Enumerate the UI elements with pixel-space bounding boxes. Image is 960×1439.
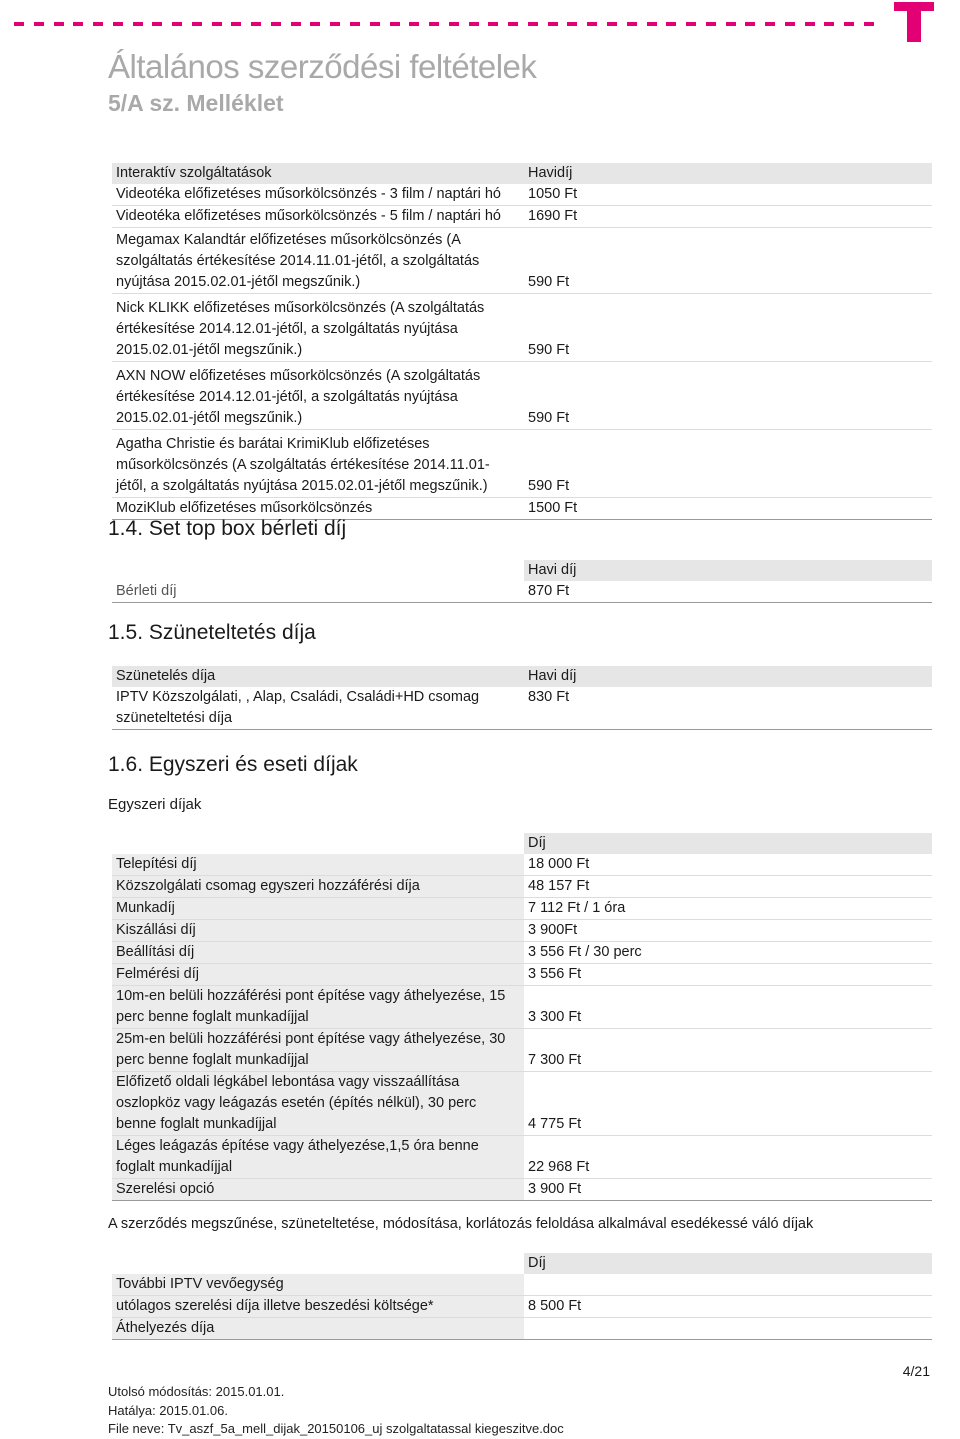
header-cell: Díj — [524, 833, 932, 854]
service-name: Megamax Kalandtár előfizetéses műsorkölcsönzés (A szolgáltatás értékesítése 2014.11.01-jétől, a szolgáltatás nyújtása 2015.02.01-jétől megszűnik.) — [112, 228, 524, 294]
table-row — [112, 362, 932, 430]
fee-name: Kiszállási díj — [112, 920, 524, 942]
table-row — [112, 581, 932, 603]
table-row — [112, 854, 932, 876]
table-row — [112, 1296, 932, 1318]
service-price: 590 Ft — [524, 430, 932, 498]
table-header-row — [112, 1253, 932, 1274]
table-row — [112, 986, 932, 1029]
header-cell: Díj — [524, 1253, 932, 1274]
header-cell: Interaktív szolgáltatások — [112, 163, 524, 184]
service-name: Videotéka előfizetéses műsorkölcsönzés - 3 film / naptári hó — [112, 184, 524, 206]
section-heading-stb: 1.4. Set top box bérleti díj — [108, 517, 347, 540]
service-price: 590 Ft — [524, 228, 932, 294]
fee-name: Munkadíj — [112, 898, 524, 920]
section-heading-onetime: 1.6. Egyszeri és eseti díjak — [108, 753, 358, 776]
page-title: Általános szerződési feltételek — [108, 48, 537, 85]
onetime-fees-table — [112, 833, 932, 1201]
header-cell: Szünetelés díja — [112, 666, 524, 687]
fee-price: 7 300 Ft — [524, 1029, 932, 1072]
footer-filename: File neve: Tv_aszf_5a_mell_dijak_20150106_uj szolgaltatassal kiegeszitve.doc — [108, 1421, 564, 1436]
suspension-table — [112, 666, 932, 730]
table-row — [112, 1318, 932, 1340]
footer-effective: Hatálya: 2015.01.06. — [108, 1403, 228, 1418]
section-heading-suspend: 1.5. Szüneteltetés díja — [108, 621, 316, 644]
table-header-row — [112, 163, 932, 184]
table-row — [112, 1136, 932, 1179]
fee-name: További IPTV vevőegység — [112, 1274, 524, 1296]
interactive-services-table — [112, 163, 932, 520]
table-row — [112, 964, 932, 986]
fee-price: 3 556 Ft — [524, 964, 932, 986]
fee-price: 3 556 Ft / 30 perc — [524, 942, 932, 964]
fee-price: 3 900 Ft — [524, 1179, 932, 1201]
table-row — [112, 1029, 932, 1072]
header-cell: Havidíj — [524, 163, 932, 184]
service-name: AXN NOW előfizetéses műsorkölcsönzés (A szolgáltatás értékesítése 2014.12.01-jétől, a szolgáltatás nyújtása 2015.02.01-jétől megszűnik.) — [112, 362, 524, 430]
table-row — [112, 876, 932, 898]
fee-price: 7 112 Ft / 1 óra — [524, 898, 932, 920]
service-price: 1500 Ft — [524, 498, 932, 520]
fee-price: 3 300 Ft — [524, 986, 932, 1029]
table-row — [112, 1274, 932, 1296]
rental-name: Bérleti díj — [112, 581, 524, 603]
fee-price: 4 775 Ft — [524, 1072, 932, 1136]
fee-name: 10m-en belüli hozzáférési pont építése vagy áthelyezése, 15 perc benne foglalt munkadíjjal — [112, 986, 524, 1029]
service-name: Agatha Christie és barátai KrimiKlub előfizetéses műsorkölcsönzés (A szolgáltatás értékesítése 2014.11.01-jétől, a szolgáltatás nyújtása 2015.02.01-jétől megszűnik.) — [112, 430, 524, 498]
onetime-subheading: Egyszeri díjak — [108, 796, 202, 813]
table-row — [112, 206, 932, 228]
fee-name: utólagos szerelési díja illetve beszedési költsége* — [112, 1296, 524, 1318]
service-name: Nick KLIKK előfizetéses műsorkölcsönzés (A szolgáltatás értékesítése 2014.12.01-jétől, a szolgáltatás nyújtása 2015.02.01-jétől megszűnik.) — [112, 294, 524, 362]
service-name: MoziKlub előfizetéses műsorkölcsönzés — [112, 498, 524, 520]
table-row — [112, 898, 932, 920]
brand-dash-line — [0, 22, 874, 26]
table-row — [112, 294, 932, 362]
footer-modified: Utolsó módosítás: 2015.01.01. — [108, 1384, 285, 1399]
service-price: 1690 Ft — [524, 206, 932, 228]
fee-name: 25m-en belüli hozzáférési pont építése vagy áthelyezése, 30 perc benne foglalt munkadíjjal — [112, 1029, 524, 1072]
header-cell: Havi díj — [524, 560, 932, 581]
fee-name: Szerelési opció — [112, 1179, 524, 1201]
service-price: 590 Ft — [524, 362, 932, 430]
table-row — [112, 184, 932, 206]
table-row — [112, 228, 932, 294]
table-header-row — [112, 833, 932, 854]
fee-name: Beállítási díj — [112, 942, 524, 964]
table-row — [112, 430, 932, 498]
fee-name: Közszolgálati csomag egyszeri hozzáférési díja — [112, 876, 524, 898]
table-header-row — [112, 666, 932, 687]
page-subtitle: 5/A sz. Melléklet — [108, 90, 284, 116]
fee-price: 22 968 Ft — [524, 1136, 932, 1179]
table-row — [112, 942, 932, 964]
table-row — [112, 1072, 932, 1136]
table-row — [112, 687, 932, 730]
fee-price: 8 500 Ft — [524, 1296, 932, 1318]
fee-price — [524, 1274, 932, 1296]
fee-price: 48 157 Ft — [524, 876, 932, 898]
fee-price: 18 000 Ft — [524, 854, 932, 876]
fee-name: Előfizető oldali légkábel lebontása vagy visszaállítása oszlopköz vagy leágazás esetén (építés nélkül), 30 perc benne foglalt munkadíjjal — [112, 1072, 524, 1136]
fee-name: Áthelyezés díja — [112, 1318, 524, 1340]
telekom-logo-icon — [894, 2, 934, 42]
table-row — [112, 920, 932, 942]
fee-price — [524, 1318, 932, 1340]
suspend-price: 830 Ft — [524, 687, 932, 730]
rental-price: 870 Ft — [524, 581, 932, 603]
table-row — [112, 1179, 932, 1201]
suspend-name: IPTV Közszolgálati, , Alap, Családi, Családi+HD csomag szüneteltetési díja — [112, 687, 524, 730]
service-price: 590 Ft — [524, 294, 932, 362]
fee-name: Felmérési díj — [112, 964, 524, 986]
fee-name: Telepítési díj — [112, 854, 524, 876]
service-name: Videotéka előfizetéses műsorkölcsönzés - 5 film / naptári hó — [112, 206, 524, 228]
fee-name: Léges leágazás építése vagy áthelyezése,1,5 óra benne foglalt munkadíjjal — [112, 1136, 524, 1179]
stb-rental-table — [112, 560, 932, 603]
termination-fees-table — [112, 1253, 932, 1340]
service-price: 1050 Ft — [524, 184, 932, 206]
fee-price: 3 900Ft — [524, 920, 932, 942]
table-header-row — [112, 560, 932, 581]
header-cell: Havi díj — [524, 666, 932, 687]
page-number: 4/21 — [902, 1363, 930, 1379]
termination-heading: A szerződés megszűnése, szüneteltetése, módosítása, korlátozás feloldása alkalmával esedékessé váló díjak — [108, 1216, 814, 1232]
